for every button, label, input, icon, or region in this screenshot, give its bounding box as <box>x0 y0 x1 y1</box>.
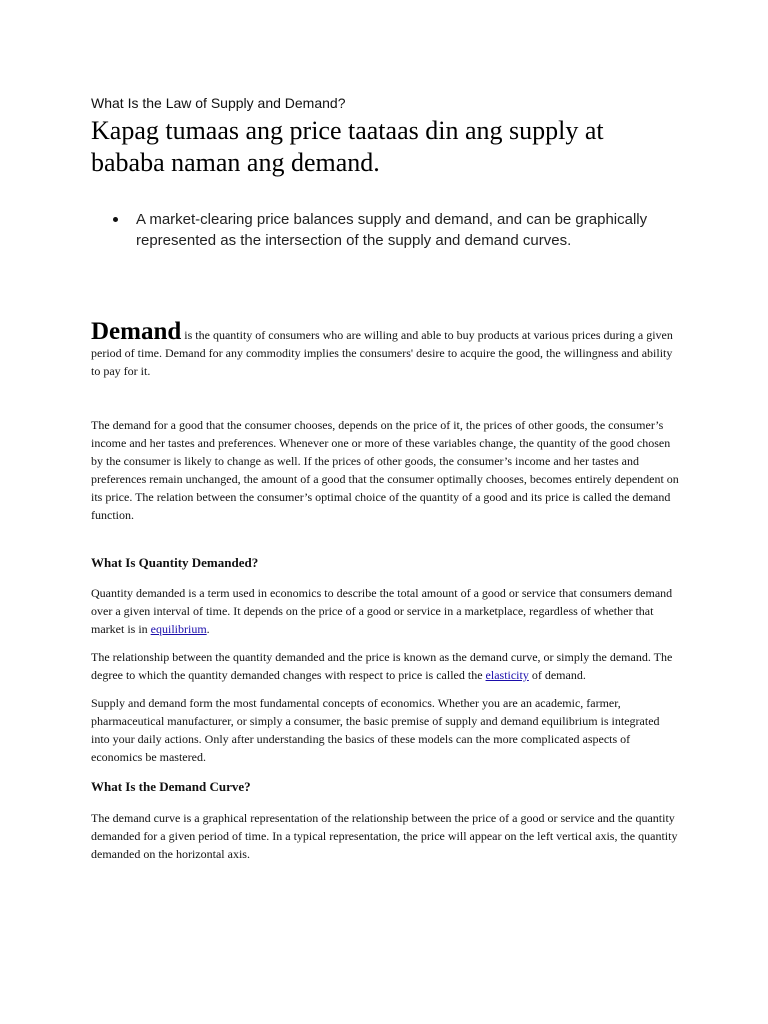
elasticity-link[interactable]: elasticity <box>485 668 529 682</box>
document-page <box>91 94 681 863</box>
bullet-dot-icon <box>113 217 118 222</box>
relationship-text-end: of demand. <box>528 668 586 682</box>
relationship-text: The relationship between the quantity demanded and the price is known as the demand curve, or simply the demand. The degree to which the quantity demanded changes with respect to price is called the <box>91 650 673 682</box>
bullet-item <box>113 209 681 251</box>
quantity-demanded-heading: What Is Quantity Demanded? <box>91 555 259 570</box>
demand-lead-word: Demand <box>91 318 182 345</box>
quantity-demanded-paragraph <box>91 584 681 638</box>
quantity-demanded-text: Quantity demanded is a term used in economics to describe the total amount of a good or service that consumers demand over a given interval of time. It depends on the price of a good or service in a marketplace, regardless of whether that market is in <box>91 586 673 636</box>
equilibrium-link[interactable]: equilibrium <box>150 622 207 636</box>
fundamentals-paragraph: Supply and demand form the most fundamental concepts of economics. Whether you are an academic, farmer, pharmaceutical manufacturer, or simply a consumer, the basic premise of supply and demand equilibrium is integrated into your daily actions. Only after understanding the basics of these models can the more complicated aspects of economics be mastered. <box>91 696 660 764</box>
demand-curve-paragraph: The demand curve is a graphical representation of the relationship between the price of a good or service and the quantity demanded for a given period of time. In a typical representation, the price will appear on the left vertical axis, the quantity demanded on the horizontal axis. <box>91 811 678 861</box>
demand-curve-heading: What Is the Demand Curve? <box>91 779 251 794</box>
demand-function-paragraph: The demand for a good that the consumer chooses, depends on the price of it, the prices of other goods, the consumer’s income and her tastes and preferences. Whenever one or more of these variables change, the quantity of the good chosen by the consumer is likely to change as well. If the prices of other goods, the consumer’s income and her tastes and preferences remain unchanged, the amount of a good that the consumer optimally chooses, becomes entirely dependent on its price. The relation between the consumer’s optimal choice of the quantity of a good and its price is called the demand function. <box>91 418 679 522</box>
demand-curve-relationship-paragraph <box>91 648 681 684</box>
bullet-text: A market-clearing price balances supply and demand, and can be graphically represented as the intersection of the supply and demand curves. <box>136 211 648 249</box>
page-headline: Kapag tumaas ang price taataas din ang supply at bababa naman ang demand. <box>91 116 604 177</box>
demand-definition-paragraph <box>91 318 681 380</box>
kicker-heading: What Is the Law of Supply and Demand? <box>91 95 346 111</box>
demand-definition-text: is the quantity of consumers who are willing and able to buy products at various prices during a given period of time. Demand for any commodity implies the consumers' desire to acquire the good, the willingness and ability to pay for it. <box>91 328 673 378</box>
quantity-demanded-text-end: . <box>206 622 210 636</box>
bullet-list <box>91 209 681 251</box>
